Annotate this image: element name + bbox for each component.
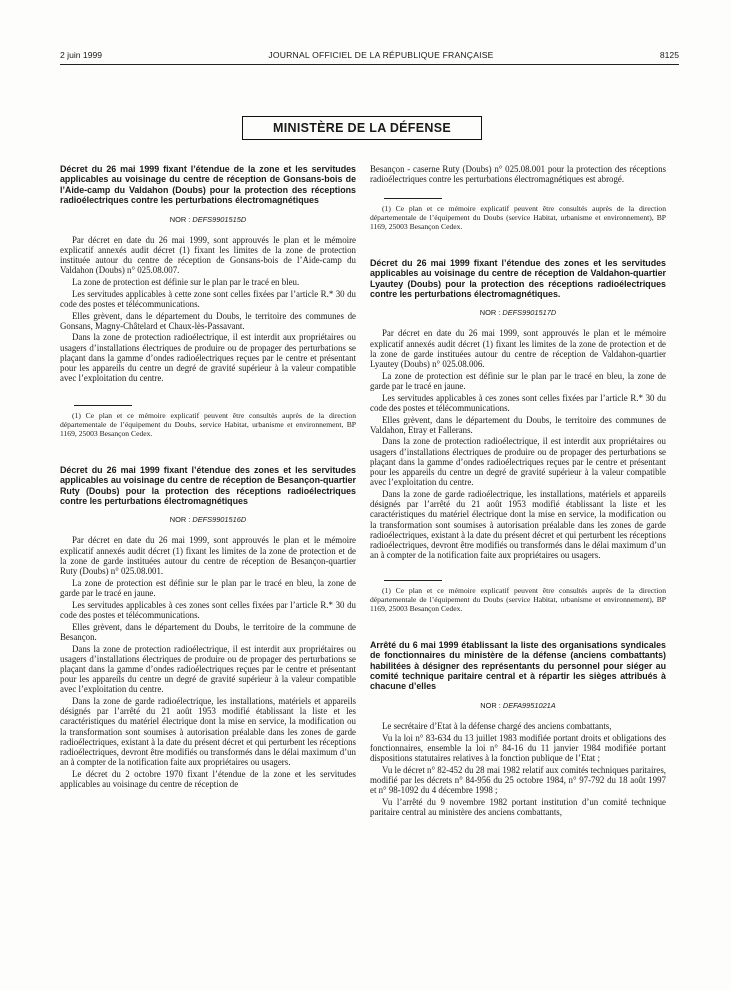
paragraph: Vu la loi n° 83-634 du 13 juillet 1983 modifiée portant droits et obligations des fonctionnaires, ensemble la loi n° 84-16 du 11 janvier 1984 modifiée portant dispositions statutaires relatives à la fonction publique de l’Etat ; xyxy=(370,732,666,763)
header-date: 2 juin 1999 xyxy=(60,50,103,60)
footnote-rule xyxy=(384,198,442,199)
paragraph: Dans la zone de protection radioélectrique, il est interdit aux propriétaires ou usagers d’installations électriques de produire ou de propager des perturbations se plaçant dans la gamme d’ondes radioélectriques reçues par le centre et présentant pour les appareils du centre un degré de gravité supérieur à la valeur compatible avec l’exploitation du centre. xyxy=(370,436,666,488)
paragraph: La zone de protection est définie sur le plan par le tracé en bleu. xyxy=(72,276,300,287)
paragraph: Les servitudes applicables à ces zones sont celles fixées par l’article R.* 30 du code des postes et télécommunications. xyxy=(60,599,356,620)
left-column xyxy=(60,164,356,791)
section-spacer xyxy=(370,232,666,258)
ministry-title: MINISTÈRE DE LA DÉFENSE xyxy=(273,121,451,135)
paragraph: Dans la zone de protection radioélectrique, il est interdit aux propriétaires ou usagers d’installations électriques de produire ou de propager des perturbations se plaçant dans la gamme d’ondes radioélectriques reçues par le centre et présentant pour les appareils du centre un degré de gravité supérieur à la valeur compatible avec l’exploitation du centre. xyxy=(60,643,356,695)
decree-valdahon-lyautey xyxy=(370,258,666,614)
paragraph: Elles grèvent, dans le département du Doubs, le territoire des communes de Gonsans, Magny-Châtelard et Chaux-lès-Passavant. xyxy=(60,310,356,331)
header-journal-title: JOURNAL OFFICIEL DE LA RÉPUBLIQUE FRANÇAISE xyxy=(268,50,494,60)
page-header xyxy=(60,50,679,60)
decree-title: Décret du 26 mai 1999 fixant l’étendue des zones et les servitudes applicables au voisinage du centre de réception de Besançon-quartier Ruty (Doubs) pour la protection des réceptions radioélectriques contre les perturbations électromagnétiques xyxy=(60,464,356,507)
paragraph: Le décret du 2 octobre 1970 fixant l’étendue de la zone et les servitudes applicables au voisinage du centre de réception de xyxy=(60,768,356,790)
header-page-number: 8125 xyxy=(659,50,679,60)
nor-reference xyxy=(60,515,356,524)
nor-reference xyxy=(370,701,666,710)
nor-reference xyxy=(60,215,356,224)
nor-label: NOR : xyxy=(479,308,501,318)
nor-code: DEFA9951021A xyxy=(502,700,556,710)
nor-label: NOR : xyxy=(480,700,501,710)
nor-label: NOR : xyxy=(169,515,191,525)
decree-besancon-ruty-continued xyxy=(370,164,666,232)
arrete-title: Arrêté du 6 mai 1999 établissant la liste des organisations syndicales de fonctionnaires du ministère de la défense (anciens combattants) habilitées à désigner des représentants du personnel pour siéger au comité technique paritaire central et à répartir les sièges attribués à chacune d’elles xyxy=(370,639,666,692)
nor-reference xyxy=(370,308,666,317)
footnote: (1) Ce plan et ce mémoire explicatif peuvent être consultés auprès de la direction départementale de l’équipement du Doubs (service Habitat, urbanisme et environnement), BP 1169, 25003 Besançon Cedex. xyxy=(370,586,666,613)
paragraph: Les servitudes applicables à cette zone sont celles fixées par l’article R.* 30 du code des postes et télécommunications. xyxy=(60,288,356,309)
nor-code: DEFS9901515D xyxy=(192,214,247,224)
section-spacer xyxy=(370,614,666,640)
paragraph: Par décret en date du 26 mai 1999, sont approuvés le plan et le mémoire explicatif annexés audit décret (1) fixant les limites de la zone de protection et de la zone de garde instituées autour du centre de réception de Valdahon-quartier Lyautey (Doubs) n° 025.08.006. xyxy=(370,328,666,370)
right-column xyxy=(370,164,666,819)
paragraph: La zone de protection est définie sur le plan par le tracé en bleu, la zone de garde par le tracé en jaune. xyxy=(60,577,356,598)
nor-code: DEFS9901517D xyxy=(502,308,557,318)
footnote: (1) Ce plan et ce mémoire explicatif peuvent être consultés auprès de la direction départementale de l’équipement du Doubs, service Habitat, urbanisme et environnement, BP 1169, 25003 Besançon Cedex. xyxy=(60,411,356,439)
header-rule xyxy=(60,64,679,65)
decree-title: Décret du 26 mai 1999 fixant l’étendue de la zone et les servitudes applicables au voisinage du centre de réception de Gonsans-bois de l’Aide-camp du Valdahon (Doubs) pour la protection des réceptions radioélectriques contre les perturbations électromagnétiques xyxy=(60,164,356,206)
nor-code: DEFS9901516D xyxy=(192,515,247,525)
paragraph: Dans la zone de garde radioélectrique, les installations, matériels et appareils désignés par l’arrêté du 21 août 1953 modifié établissant la liste et les caractéristiques du matériel électrique dont la mise en service, la modification ou la transformation sont soumises à autorisation préalable dans les zones de garde radioélectriques, existant à la date du présent décret et qui perturbent les réceptions radioélectriques, devront être modifiés ou transformés dans le délai maximum d’un an à compter de la notification faite aux propriétaires ou usagers. xyxy=(60,696,356,768)
paragraph: Vu le décret n° 82-452 du 28 mai 1982 relatif aux comités techniques paritaires, modifié par les décrets n° 84-956 du 25 octobre 1984, n° 97-792 du 18 août 1997 et n° 98-1092 du 4 décembre 1998 ; xyxy=(370,764,666,796)
footnote: (1) Ce plan et ce mémoire explicatif peuvent être consultés auprès de la direction départementale de l’équipement du Doubs (service Habitat, urbanisme et environnement), BP 1169, 25003 Besançon Cedex. xyxy=(370,204,666,231)
nor-label: NOR : xyxy=(169,214,191,224)
arrete-anciens-combattants xyxy=(370,640,666,817)
paragraph-continuation: Besançon - caserne Ruty (Doubs) n° 025.08.001 pour la protection des réceptions radioélectriques contre les perturbations électromagnétiques est abrogé. xyxy=(370,164,666,185)
paragraph: Le secrétaire d’Etat à la défense chargé des anciens combattants, xyxy=(382,720,612,731)
paragraph: Dans la zone de garde radioélectrique, les installations, matériels et appareils désignés par l’arrêté du 21 août 1953 modifié établissant la liste et les caractéristiques du matériel électrique dont la mise en service, la modification ou la transformation sont soumises à autorisation préalable dans les zones de garde radioélectriques, existant à la date du présent décret et qui perturbent les réceptions radioélectriques, devront être modifiés ou transformés dans le délai maximum d’un an à compter de la notification faite aux propriétaires ou usagers. xyxy=(370,488,666,561)
decree-title: Décret du 26 mai 1999 fixant l’étendue des zones et les servitudes applicables au voisinage du centre de réception de Valdahon-quartier Lyautey (Doubs) pour la protection des réceptions radioélectriques contre les perturbations électromagnétiques. xyxy=(370,257,666,300)
paragraph: Elles grèvent, dans le département du Doubs, le territoire de la commune de Besançon. xyxy=(60,621,356,642)
paragraph: Les servitudes applicables à ces zones sont celles fixées par l’article R.* 30 du code des postes et télécommunications. xyxy=(370,392,666,413)
decree-besancon-ruty xyxy=(60,465,356,790)
paragraph: Par décret en date du 26 mai 1999, sont approuvés le plan et le mémoire explicatif annexés audit décret (1) fixant les limites de la zone de protection et de la zone de garde instituées autour du centre de réception de Besançon-quartier Ruty (Doubs) n° 025.08.001. xyxy=(60,535,356,577)
paragraph: Dans la zone de protection radioélectrique, il est interdit aux propriétaires ou usagers d’installations électriques de produire ou de propager des perturbations se plaçant dans la gamme d’ondes radioélectriques reçues par le centre et présentant pour les appareils du centre un degré de gravité supérieur à la valeur compatible avec l’exploitation du centre. xyxy=(60,332,356,384)
footnote-rule xyxy=(74,405,132,406)
section-spacer xyxy=(60,439,356,465)
paragraph: Par décret en date du 26 mai 1999, sont approuvés le plan et le mémoire explicatif annexés audit décret (1) fixant les limites de la zone de protection instituée autour du centre de réception de Gonsans-bois de l’Aide-camp du Valdahon (Doubs) n° 025.08.007. xyxy=(60,234,356,276)
paragraph: Elles grèvent, dans le département du Doubs, le territoire des communes de Valdahon, Etray et Fallerans. xyxy=(370,414,666,435)
paragraph: Vu l’arrêté du 9 novembre 1982 portant institution d’un comité technique paritaire central au ministère des anciens combattants, xyxy=(370,796,666,817)
footnote-rule xyxy=(384,580,442,581)
decree-gonsans xyxy=(60,164,356,439)
paragraph: La zone de protection est définie sur le plan par le tracé en bleu, la zone de garde par le tracé en jaune. xyxy=(370,370,666,391)
ministry-heading xyxy=(242,116,482,140)
